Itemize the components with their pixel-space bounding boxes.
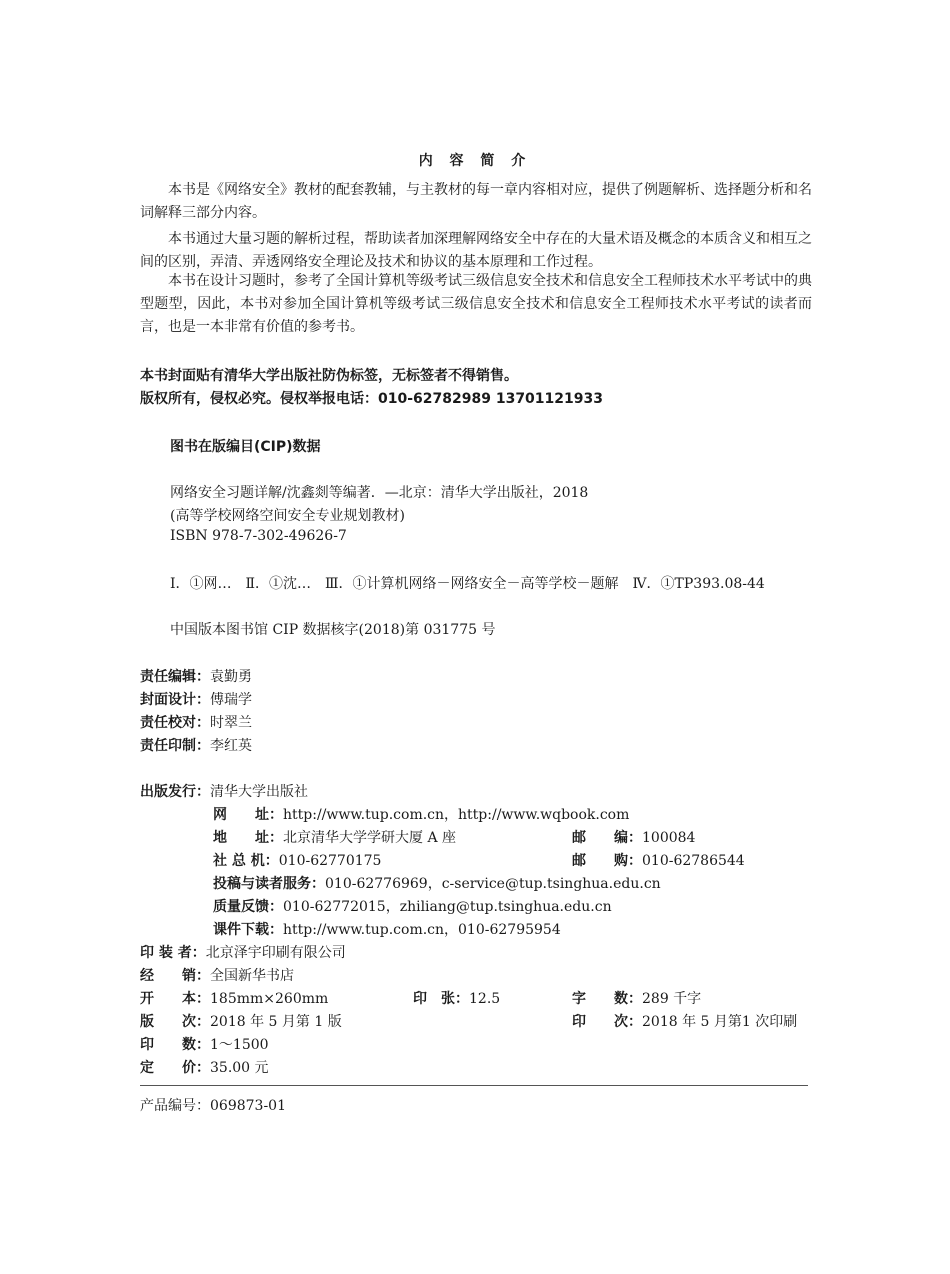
impression-value: 2018 年 5 月第1 次印刷 — [642, 1014, 798, 1030]
word-count-value: 289 千字 — [642, 991, 702, 1007]
summary-paragraph-2: 本书通过大量习题的解析过程，帮助读者加深理解网络安全中存在的大量术语及概念的本质含义和相互之间的区别，弄清、弄透网络安全理论及技术和协议的基本原理和工作过程。 — [140, 231, 812, 270]
product-code-row — [140, 1095, 286, 1115]
publisher-reader-service-row — [213, 873, 661, 893]
price-value: 35.00 元 — [210, 1060, 269, 1076]
courseware-value: http://www.tup.com.cn，010-62795954 — [283, 922, 561, 938]
publisher-feedback-row — [213, 896, 612, 916]
cip-heading: 图书在版编目(CIP)数据 — [170, 439, 321, 455]
staff-value: 李红英 — [210, 738, 252, 754]
edition-row — [140, 1011, 342, 1031]
distributor-row — [140, 965, 294, 985]
staff-label: 封面设计： — [140, 692, 210, 708]
impression-label: 印 次： — [572, 1014, 642, 1030]
address-value: 北京清华大学学研大厦 A 座 — [283, 830, 457, 846]
publisher-mail-order-row — [572, 850, 745, 870]
cip-isbn-line: ISBN 978-7-302-49626-7 — [170, 528, 347, 544]
edition-value: 2018 年 5 月第 1 版 — [210, 1014, 342, 1030]
staff-value: 袁勤勇 — [210, 669, 252, 685]
price-row — [140, 1057, 269, 1077]
summary-paragraph-3: 本书在设计习题时，参考了全国计算机等级考试三级信息安全技术和信息安全工程师技术水平考试中的典型题型，因此，本书对参加全国计算机等级考试三级信息安全技术和信息安全工程师技术水平考试的读者而言，也是一本非常有价值的参考书。 — [140, 273, 812, 335]
publisher-label: 出版发行： — [140, 784, 210, 800]
copies-row — [140, 1034, 269, 1054]
publisher-website-row — [213, 804, 629, 824]
format-value: 185mm×260mm — [210, 991, 329, 1007]
word-count-row — [572, 988, 701, 1008]
publisher-courseware-row — [213, 919, 561, 939]
format-row — [140, 988, 328, 1008]
reader-service-value: 010-62776969，c-service@tup.tsinghua.edu.cn — [325, 876, 661, 892]
distributor-label: 经 销： — [140, 968, 210, 984]
cip-classification-line: Ⅰ．①网… Ⅱ．①沈… Ⅲ．①计算机网络－网络安全－高等学校－题解 Ⅳ．①TP393.08-44 — [170, 576, 765, 592]
copyright-notice: 版权所有，侵权必究。侵权举报电话：010-62782989 13701121933 — [140, 391, 603, 407]
copies-value: 1～1500 — [210, 1037, 269, 1053]
sheets-value: 12.5 — [469, 991, 501, 1007]
copies-label: 印 数： — [140, 1037, 210, 1053]
publisher-address-row — [213, 827, 456, 847]
switchboard-label: 社 总 机： — [213, 853, 279, 869]
publisher-value: 清华大学出版社 — [210, 784, 308, 800]
mail-order-label: 邮 购： — [572, 853, 642, 869]
word-count-label: 字 数： — [572, 991, 642, 1007]
feedback-label: 质量反馈： — [213, 899, 283, 915]
format-label: 开 本： — [140, 991, 210, 1007]
price-label: 定 价： — [140, 1060, 210, 1076]
switchboard-value: 010-62770175 — [278, 853, 382, 869]
mail-order-value: 010-62786544 — [642, 853, 745, 869]
website-value: http://www.tup.com.cn，http://www.wqbook.com — [283, 807, 630, 823]
staff-printing-supervisor — [140, 735, 252, 755]
summary-title: 内 容 简 介 — [418, 153, 532, 169]
reader-service-label: 投稿与读者服务： — [213, 876, 325, 892]
product-code-label: 产品编号： — [140, 1098, 210, 1114]
cip-series-line: (高等学校网络空间安全专业规划教材) — [170, 508, 405, 524]
staff-proofreader — [140, 712, 252, 732]
printer-label: 印 装 者： — [140, 945, 206, 961]
distributor-value: 全国新华书店 — [210, 968, 294, 984]
staff-label: 责任印制： — [140, 738, 210, 754]
staff-label: 责任编辑： — [140, 669, 210, 685]
staff-label: 责任校对： — [140, 715, 210, 731]
cip-record-number: 中国版本图书馆 CIP 数据核字(2018)第 031775 号 — [170, 622, 496, 638]
edition-label: 版 次： — [140, 1014, 210, 1030]
cip-title-line: 网络安全习题详解/沈鑫剡等编著．—北京：清华大学出版社，2018 — [170, 485, 589, 501]
impression-row — [572, 1011, 797, 1031]
courseware-label: 课件下载： — [213, 922, 283, 938]
printer-value: 北京泽宇印刷有限公司 — [205, 945, 346, 961]
staff-value: 时翠兰 — [210, 715, 252, 731]
divider — [140, 1085, 808, 1086]
printer-row — [140, 942, 346, 962]
zip-value: 100084 — [642, 830, 696, 846]
publisher-switchboard-row — [213, 850, 381, 870]
sheets-label: 印 张： — [413, 991, 469, 1007]
sheets-row — [413, 988, 500, 1008]
staff-value: 傅瑞学 — [210, 692, 252, 708]
zip-label: 邮 编： — [572, 830, 642, 846]
summary-paragraph-1: 本书是《网络安全》教材的配套教辅，与主教材的每一章内容相对应，提供了例题解析、选择题分析和名词解释三部分内容。 — [140, 182, 812, 221]
address-label: 地 址： — [213, 830, 283, 846]
publisher-row — [140, 781, 308, 801]
feedback-value: 010-62772015，zhiliang@tup.tsinghua.edu.cn — [283, 899, 612, 915]
website-label: 网 址： — [213, 807, 283, 823]
staff-editor — [140, 666, 252, 686]
product-code-value: 069873-01 — [210, 1098, 286, 1114]
staff-cover-design — [140, 689, 252, 709]
anti-counterfeit-notice: 本书封面贴有清华大学出版社防伪标签，无标签者不得销售。 — [140, 368, 518, 384]
publisher-zip-row — [572, 827, 695, 847]
